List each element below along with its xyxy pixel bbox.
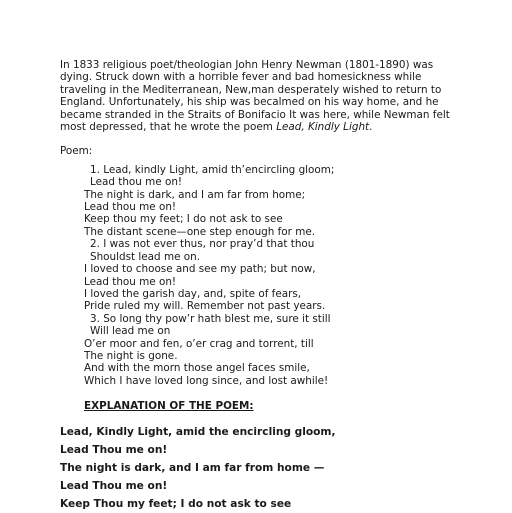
poem-line: The night is dark, and I am far from home; [84, 188, 306, 201]
document-page [60, 59, 460, 513]
poem-line: I loved to choose and see my path; but now, [84, 263, 316, 276]
poem-line: Lead thou me on! [90, 176, 183, 189]
explanation-line: The night is dark, and I am far from home — [60, 461, 325, 474]
poem-line: Will lead me on [90, 325, 171, 338]
explanation-line: Lead Thou me on! [60, 479, 168, 492]
poem-line: Which I have loved long since, and lost awhile! [84, 374, 329, 387]
poem-line: I loved the garish day, and, spite of fears, [84, 287, 302, 300]
explanation-line: Lead, Kindly Light, amid the encircling gloom, [60, 425, 336, 438]
poem-line: The night is gone. [84, 349, 178, 362]
explanation-lines [60, 423, 460, 513]
poem-line: O’er moor and fen, o’er crag and torrent, till [84, 337, 314, 350]
poem-line: 3. So long thy pow’r hath blest me, sure it still [90, 312, 331, 325]
explanation-line: Lead Thou me on! [60, 443, 168, 456]
poem-line: Lead thou me on! [84, 275, 177, 288]
poem-line: And with the morn those angel faces smile, [84, 362, 310, 375]
poem-line: Pride ruled my will. Remember not past years. [84, 300, 326, 313]
poem-label: Poem: [60, 145, 93, 158]
intro-paragraph [60, 59, 460, 133]
poem-line: 1. Lead, kindly Light, amid th’encircling gloom; [90, 163, 335, 176]
poem-title-italic: Lead, Kindly Light [276, 121, 370, 134]
poem-line: The distant scene—one step enough for me. [84, 225, 316, 238]
poem-block [84, 164, 460, 387]
intro-text-end: . [369, 121, 373, 134]
explanation-line: Keep Thou my feet; I do not ask to see [60, 497, 292, 510]
poem-line: Keep thou my feet; I do not ask to see [84, 213, 283, 226]
poem-line: Lead thou me on! [84, 201, 177, 214]
intro-text: In 1833 religious poet/theologian John Henry Newman (1801-1890) was dying. Struck down with a horrible fever and bad homesickness while traveling in the Mediterranean, New,man desperately wished to return to England. Unfortunately, his ship was becalmed on his way home, and he became stranded in the Straits of Bonifacio It was here, while Newman felt most depressed, that he wrote the poem [60, 59, 450, 134]
explanation-heading: EXPLANATION OF THE POEM: [84, 400, 254, 413]
poem-line: Shouldst lead me on. [90, 250, 201, 263]
poem-line: 2. I was not ever thus, nor pray’d that thou [90, 238, 315, 251]
